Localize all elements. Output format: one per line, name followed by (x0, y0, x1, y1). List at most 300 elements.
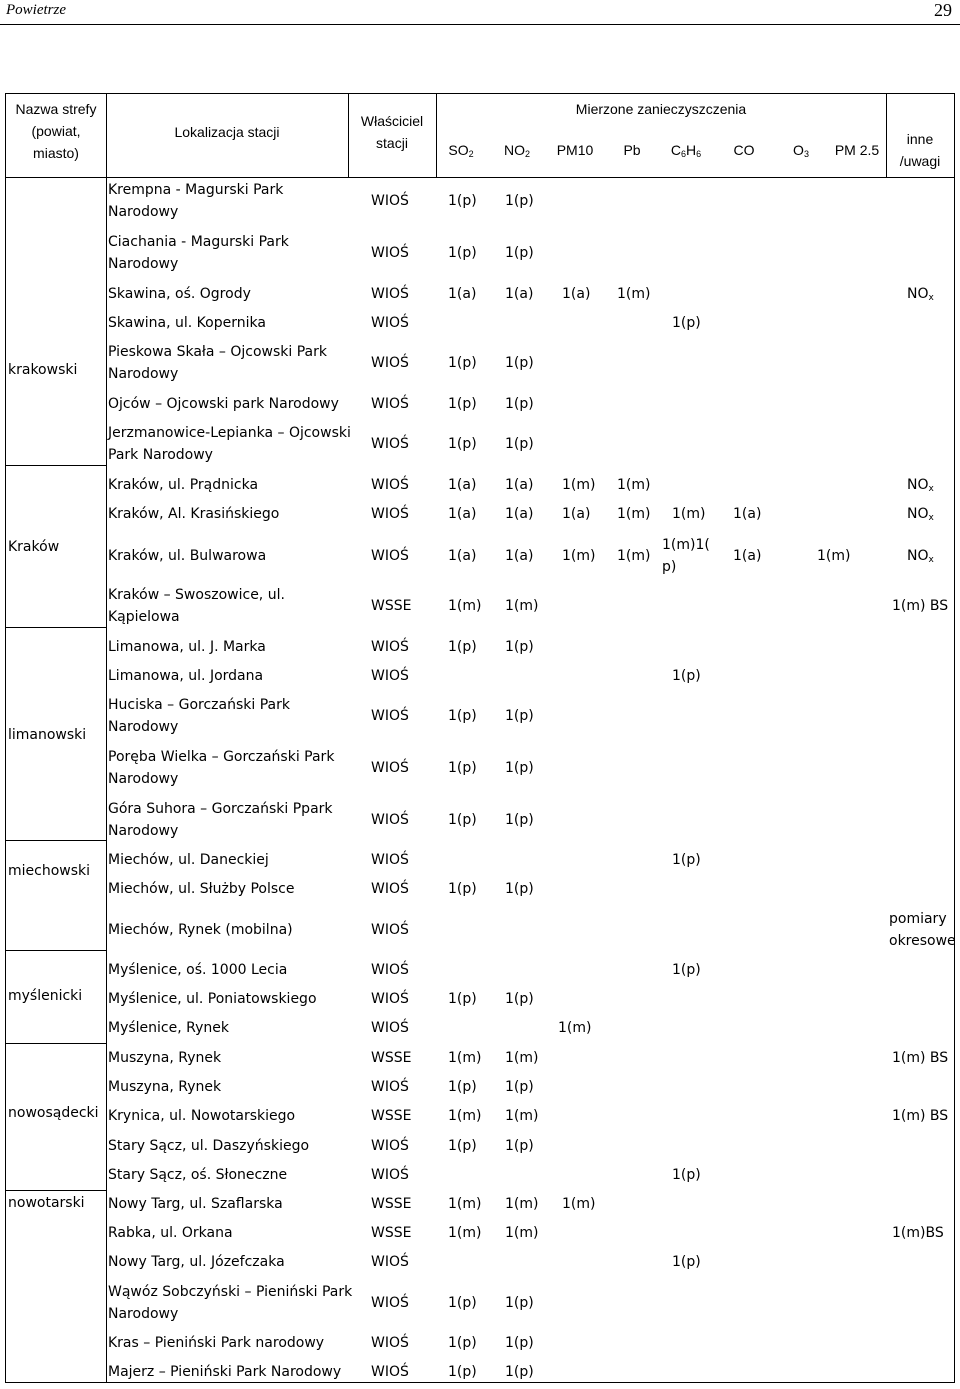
value-no2-line: 1(p) (505, 991, 534, 1007)
value-no2-line: 1(p) (505, 639, 534, 655)
value-c6h6-line: 1(p) (672, 315, 701, 331)
station-location-line: Miechów, Rynek (mobilna) (108, 922, 293, 938)
value-no2-line: 1(m) (505, 1196, 539, 1212)
value-no2-line: 1(p) (505, 1138, 534, 1154)
header-strefa-line-1: Nazwa strefy (15, 101, 97, 117)
station-owner (371, 190, 409, 212)
value-so2-line: 1(p) (448, 355, 477, 371)
value-so2-line: 1(m) (448, 1225, 482, 1241)
station-owner (371, 919, 409, 941)
station-location-line: Narodowy (108, 719, 179, 735)
value-no2-line: 1(p) (505, 396, 534, 412)
value-no2-line: 1(p) (505, 1079, 534, 1095)
value-no2 (505, 1135, 534, 1157)
value-no2-line: 1(p) (505, 1335, 534, 1351)
value-no2 (505, 545, 533, 567)
value-inne (889, 908, 956, 952)
value-no2 (505, 474, 533, 496)
value-c6h6 (672, 503, 705, 525)
header-rule (0, 24, 960, 25)
station-location-line: Krempna - Magurski Park (108, 182, 284, 198)
value-so2 (448, 393, 477, 415)
station-location-line: Góra Suhora – Gorczański Ppark (108, 801, 333, 817)
value-so2-line: 1(p) (448, 639, 477, 655)
county-label: myślenicki (8, 988, 83, 1004)
station-owner (371, 1251, 409, 1273)
value-no2-line: 1(m) (505, 1225, 539, 1241)
station-owner (371, 545, 409, 567)
value-no2-line: 1(a) (505, 506, 534, 522)
station-owner-line: WIOŚ (371, 193, 409, 209)
station-owner-line: WIOŚ (371, 1335, 409, 1351)
station-location-line: Pieskowa Skała – Ojcowski Park (108, 344, 327, 360)
station-owner (371, 1164, 409, 1186)
header-wlasciciel-line-2: stacji (376, 135, 408, 151)
value-no2 (505, 1292, 534, 1314)
value-inne-line: $NO_x$ (907, 506, 934, 523)
header-pollutant-2: PM10 (556, 142, 594, 158)
value-so2 (448, 1076, 477, 1098)
station-location (108, 179, 283, 223)
value-no2-line: 1(a) (505, 548, 534, 564)
station-location-line: Skawina, oś. Ogrody (108, 286, 251, 302)
station-location-line: Limanowa, ul. J. Marka (108, 639, 266, 655)
value-no2 (505, 1332, 534, 1354)
value-inne (907, 283, 934, 305)
value-no2 (505, 757, 534, 779)
station-location-line: Kąpielowa (108, 609, 180, 625)
station-location (108, 1076, 221, 1098)
value-inne-line: 1(m)BS (892, 1225, 944, 1241)
page-number: 29 (934, 0, 952, 20)
value-inne-line: $NO_x$ (907, 286, 934, 303)
station-location-line: Limanowa, ul. Jordana (108, 668, 264, 684)
station-location-line: Kras – Pieniński Park narodowy (108, 1335, 325, 1351)
station-owner (371, 665, 409, 687)
station-location (108, 474, 258, 496)
value-so2 (448, 636, 477, 658)
station-owner-line: WIOŚ (371, 922, 409, 938)
station-location (108, 231, 289, 275)
value-so2 (448, 474, 476, 496)
station-owner (371, 849, 409, 871)
station-owner (371, 1193, 411, 1215)
value-inne (907, 474, 934, 496)
value-c6h6-line: 1(p) (672, 668, 701, 684)
station-location (108, 393, 339, 415)
station-owner (371, 595, 411, 617)
value-so2 (448, 1292, 477, 1314)
value-no2 (505, 433, 534, 455)
station-location (108, 283, 251, 305)
station-owner (371, 757, 409, 779)
value-pm10 (562, 1193, 595, 1215)
value-no2-line: 1(a) (505, 477, 534, 493)
value-so2-line: 1(p) (448, 1138, 477, 1154)
value-pb (617, 503, 650, 525)
value-c6h6 (672, 1251, 701, 1273)
value-c6h6-line: 1(m) (672, 506, 706, 522)
station-owner-line: WIOŚ (371, 760, 409, 776)
value-inne-line: 1(m) BS (892, 1050, 949, 1066)
county-separator (5, 1190, 107, 1191)
value-no2 (505, 503, 533, 525)
station-location (108, 1222, 233, 1244)
county-label: krakowski (8, 362, 78, 378)
county-separator (5, 627, 107, 628)
value-no2 (505, 1222, 538, 1244)
value-no2 (505, 636, 534, 658)
value-pm10-line: 1(m) (562, 1196, 596, 1212)
station-location (108, 545, 266, 567)
station-location-line: Kraków – Swoszowice, ul. (108, 587, 285, 603)
station-owner-line: WIOŚ (371, 1020, 409, 1036)
station-location-line: Jerzmanowice-Lepianka – Ojcowski (108, 425, 351, 441)
station-location (108, 503, 279, 525)
station-owner (371, 878, 409, 900)
value-no2 (505, 595, 538, 617)
station-location-line: Myślenice, ul. Poniatowskiego (108, 991, 317, 1007)
value-inne (892, 595, 948, 617)
value-no2 (505, 988, 534, 1010)
value-inne (907, 545, 934, 567)
station-location (108, 919, 293, 941)
station-location-line: Myślenice, oś. 1000 Lecia (108, 962, 288, 978)
station-owner-line: WIOŚ (371, 315, 409, 331)
value-c6h6 (672, 1164, 701, 1186)
station-owner (371, 988, 409, 1010)
station-owner-line: WIOŚ (371, 1138, 409, 1154)
value-inne-line: $NO_x$ (907, 548, 934, 565)
value-pm10-line: 1(a) (562, 286, 591, 302)
station-owner-line: WIOŚ (371, 881, 409, 897)
station-location (108, 878, 294, 900)
value-so2-line: 1(p) (448, 436, 477, 452)
value-inne (892, 1105, 948, 1127)
value-inne-line: $NO_x$ (907, 477, 934, 494)
station-owner (371, 352, 409, 374)
value-so2-line: 1(a) (448, 506, 477, 522)
value-inne-line: 1(m) BS (892, 1108, 949, 1124)
header-strefa-line-2: (powiat, (31, 123, 81, 139)
station-location-line: Kraków, ul. Bulwarowa (108, 548, 267, 564)
value-no2 (505, 283, 533, 305)
value-pb-line: 1(m) (617, 506, 651, 522)
station-owner (371, 242, 409, 264)
station-location-line: Kraków, Al. Krasińskiego (108, 506, 280, 522)
value-no2-line: 1(p) (505, 1364, 534, 1380)
station-location-line: Nowy Targ, ul. Szaflarska (108, 1196, 283, 1212)
station-location (108, 798, 333, 842)
value-so2-line: 1(p) (448, 396, 477, 412)
value-so2-line: 1(m) (448, 1196, 482, 1212)
station-owner (371, 705, 409, 727)
value-no2-line: 1(p) (505, 760, 534, 776)
station-owner-line: WSSE (371, 598, 412, 614)
value-c6h6-line: 1(p) (672, 1167, 701, 1183)
station-owner (371, 1105, 411, 1127)
station-owner-line: WSSE (371, 1225, 412, 1241)
station-location-line: Wąwóz Sobczyński – Pieniński Park (108, 1284, 353, 1300)
header-pollutant-5: CO (733, 142, 755, 158)
value-inne-line: okresowe (889, 933, 956, 949)
value-pm10-line: 1(m) (562, 477, 596, 493)
station-owner-line: WIOŚ (371, 1167, 409, 1183)
value-pm25 (817, 545, 850, 567)
value-c6h6 (672, 849, 701, 871)
station-owner-line: WIOŚ (371, 286, 409, 302)
page-header-title: Powietrze (6, 2, 66, 18)
station-location-line: Narodowy (108, 771, 179, 787)
value-pb (617, 545, 650, 567)
value-so2 (448, 1047, 481, 1069)
header-wlasciciel (348, 110, 436, 154)
value-so2 (448, 1361, 477, 1383)
station-owner-line: WIOŚ (371, 639, 409, 655)
value-so2 (448, 190, 477, 212)
station-location (108, 665, 263, 687)
county-label: limanowski (8, 727, 87, 743)
value-pm10 (562, 283, 590, 305)
header-strefa (6, 98, 106, 164)
value-so2 (448, 1332, 477, 1354)
station-location (108, 636, 266, 658)
station-owner-line: WIOŚ (371, 1295, 409, 1311)
station-location (108, 1047, 221, 1069)
value-co-line: 1(a) (733, 548, 762, 564)
value-pm10-line: 1(a) (562, 506, 591, 522)
value-no2 (505, 1105, 538, 1127)
value-co (733, 545, 761, 567)
value-pb-line: 1(m) (617, 548, 651, 564)
header-pollutant-4: $C_6H_6$ (670, 142, 702, 159)
value-c6h6-line: 1(m)1( (662, 537, 710, 553)
value-no2 (505, 809, 534, 831)
station-location-line: Miechów, ul. Służby Polsce (108, 881, 295, 897)
col-divider-wlasciciel (436, 93, 437, 178)
value-so2-line: 1(m) (448, 598, 482, 614)
value-c6h6 (662, 534, 710, 578)
header-strefa-line-3: miasto) (33, 145, 79, 161)
station-location-line: Huciska – Gorczański Park (108, 697, 290, 713)
value-no2 (505, 1361, 534, 1383)
value-so2-line: 1(p) (448, 881, 477, 897)
station-location (108, 988, 317, 1010)
value-c6h6 (672, 312, 701, 334)
station-owner (371, 1076, 409, 1098)
value-no2-line: 1(p) (505, 355, 534, 371)
value-co-line: 1(a) (733, 506, 762, 522)
value-so2-line: 1(p) (448, 708, 477, 724)
value-no2-line: 1(p) (505, 245, 534, 261)
value-so2-line: 1(p) (448, 1335, 477, 1351)
station-location (108, 1361, 341, 1383)
station-owner-line: WIOŚ (371, 506, 409, 522)
header-inne (886, 128, 954, 172)
value-so2-line: 1(p) (448, 1295, 477, 1311)
station-owner-line: WIOŚ (371, 852, 409, 868)
station-location-line: Krynica, ul. Nowotarskiego (108, 1108, 296, 1124)
header-pollutant-0: $SO_2$ (448, 142, 474, 159)
value-pm10 (562, 503, 590, 525)
value-so2-line: 1(p) (448, 1364, 477, 1380)
station-location (108, 1105, 295, 1127)
value-no2 (505, 393, 534, 415)
value-pb-line: 1(m) (617, 477, 651, 493)
station-location-line: Narodowy (108, 256, 179, 272)
station-location-line: Stary Sącz, oś. Słoneczne (108, 1167, 288, 1183)
value-no2-line: 1(m) (505, 1108, 539, 1124)
station-location-line: Narodowy (108, 1306, 179, 1322)
value-inne (892, 1047, 948, 1069)
station-owner-line: WSSE (371, 1050, 412, 1066)
station-owner-line: WIOŚ (371, 396, 409, 412)
value-so2 (448, 757, 477, 779)
station-owner-line: WIOŚ (371, 962, 409, 978)
station-owner-line: WIOŚ (371, 708, 409, 724)
value-so2 (448, 809, 477, 831)
value-no2-line: 1(p) (505, 708, 534, 724)
value-pb-line: 1(m) (558, 1020, 592, 1036)
station-owner-line: WIOŚ (371, 436, 409, 452)
station-location (108, 1281, 352, 1325)
station-owner (371, 312, 409, 334)
value-no2-line: 1(m) (505, 598, 539, 614)
station-location (108, 1193, 283, 1215)
station-owner (371, 636, 409, 658)
station-location-line: Narodowy (108, 366, 179, 382)
station-location-line: Park Narodowy (108, 447, 213, 463)
station-location (108, 584, 285, 628)
value-so2-line: 1(a) (448, 548, 477, 564)
station-owner (371, 1292, 409, 1314)
value-no2 (505, 1047, 538, 1069)
station-location (108, 1135, 309, 1157)
station-location (108, 422, 351, 466)
station-owner-line: WIOŚ (371, 1364, 409, 1380)
value-pb (617, 283, 650, 305)
station-owner-line: WSSE (371, 1196, 412, 1212)
value-c6h6 (672, 959, 701, 981)
value-so2-line: 1(p) (448, 812, 477, 828)
station-location-line: Kraków, ul. Prądnicka (108, 477, 259, 493)
value-so2 (448, 1105, 481, 1127)
station-owner-line: WIOŚ (371, 668, 409, 684)
value-pm10-line: 1(m) (562, 548, 596, 564)
value-so2-line: 1(a) (448, 286, 477, 302)
station-owner (371, 1017, 409, 1039)
station-owner-line: WIOŚ (371, 991, 409, 1007)
value-no2-line: 1(p) (505, 193, 534, 209)
county-separator (5, 840, 107, 841)
value-so2 (448, 242, 477, 264)
value-no2-line: 1(p) (505, 1295, 534, 1311)
station-owner-line: WIOŚ (371, 548, 409, 564)
station-owner (371, 809, 409, 831)
value-so2 (448, 878, 477, 900)
value-so2 (448, 503, 476, 525)
station-location-line: Rabka, ul. Orkana (108, 1225, 233, 1241)
header-bottom-rule (5, 177, 955, 178)
header-pollutant-1: $NO_2$ (503, 142, 530, 159)
value-so2 (448, 545, 476, 567)
station-owner (371, 393, 409, 415)
header-pollutant-6: $O_3$ (793, 142, 809, 159)
value-inne-line: 1(m) BS (892, 598, 949, 614)
station-location (108, 1164, 287, 1186)
station-owner-line: WIOŚ (371, 477, 409, 493)
value-no2 (505, 352, 534, 374)
value-so2-line: 1(p) (448, 1079, 477, 1095)
value-pb-line: 1(m) (617, 286, 651, 302)
county-separator (5, 1043, 107, 1044)
station-owner (371, 1135, 409, 1157)
station-location-line: Narodowy (108, 823, 179, 839)
station-owner (371, 433, 409, 455)
station-owner (371, 474, 409, 496)
header-pollutant-3: Pb (623, 142, 641, 158)
value-so2 (448, 1135, 477, 1157)
value-co (733, 503, 761, 525)
station-location-line: Poręba Wielka – Gorczański Park (108, 749, 335, 765)
value-inne (907, 503, 934, 525)
value-so2-line: 1(p) (448, 760, 477, 776)
county-label: Kraków (8, 539, 60, 555)
value-c6h6-line: 1(p) (672, 852, 701, 868)
station-owner (371, 959, 409, 981)
station-owner-line: WIOŚ (371, 1254, 409, 1270)
station-location (108, 746, 334, 790)
station-owner (371, 1332, 409, 1354)
station-owner (371, 283, 409, 305)
value-c6h6-line: 1(p) (672, 962, 701, 978)
value-no2-line: 1(p) (505, 436, 534, 452)
header-lokalizacja: Lokalizacja stacji (174, 124, 280, 140)
value-pb (617, 474, 650, 496)
station-location (108, 849, 269, 871)
station-location (108, 341, 327, 385)
value-so2 (448, 705, 477, 727)
county-label: nowotarski (8, 1195, 85, 1211)
county-separator (5, 465, 107, 466)
value-so2-line: 1(p) (448, 245, 477, 261)
station-owner-line: WIOŚ (371, 1079, 409, 1095)
station-location (108, 959, 287, 981)
station-owner (371, 1361, 409, 1383)
station-location (108, 694, 290, 738)
header-inne-line-1: inne (906, 131, 934, 147)
station-location-line: Ciachania - Magurski Park (108, 234, 289, 250)
value-so2-line: 1(m) (448, 1050, 482, 1066)
station-location-line: Ojców – Ojcowski park Narodowy (108, 396, 339, 412)
value-no2 (505, 705, 534, 727)
station-location-line: Majerz – Pieniński Park Narodowy (108, 1364, 342, 1380)
county-label: nowosądecki (8, 1105, 99, 1121)
value-so2-line: 1(p) (448, 193, 477, 209)
station-owner (371, 1047, 411, 1069)
header-inne-line-2: /uwagi (899, 153, 941, 169)
value-so2 (448, 283, 476, 305)
value-pm10 (562, 474, 595, 496)
station-location (108, 1332, 324, 1354)
station-location-line: Stary Sącz, ul. Daszyńskiego (108, 1138, 310, 1154)
value-no2-line: 1(p) (505, 881, 534, 897)
col-divider-inne (886, 93, 887, 178)
value-so2 (448, 595, 481, 617)
value-so2 (448, 1193, 481, 1215)
station-location (108, 1251, 285, 1273)
county-label: miechowski (8, 863, 91, 879)
